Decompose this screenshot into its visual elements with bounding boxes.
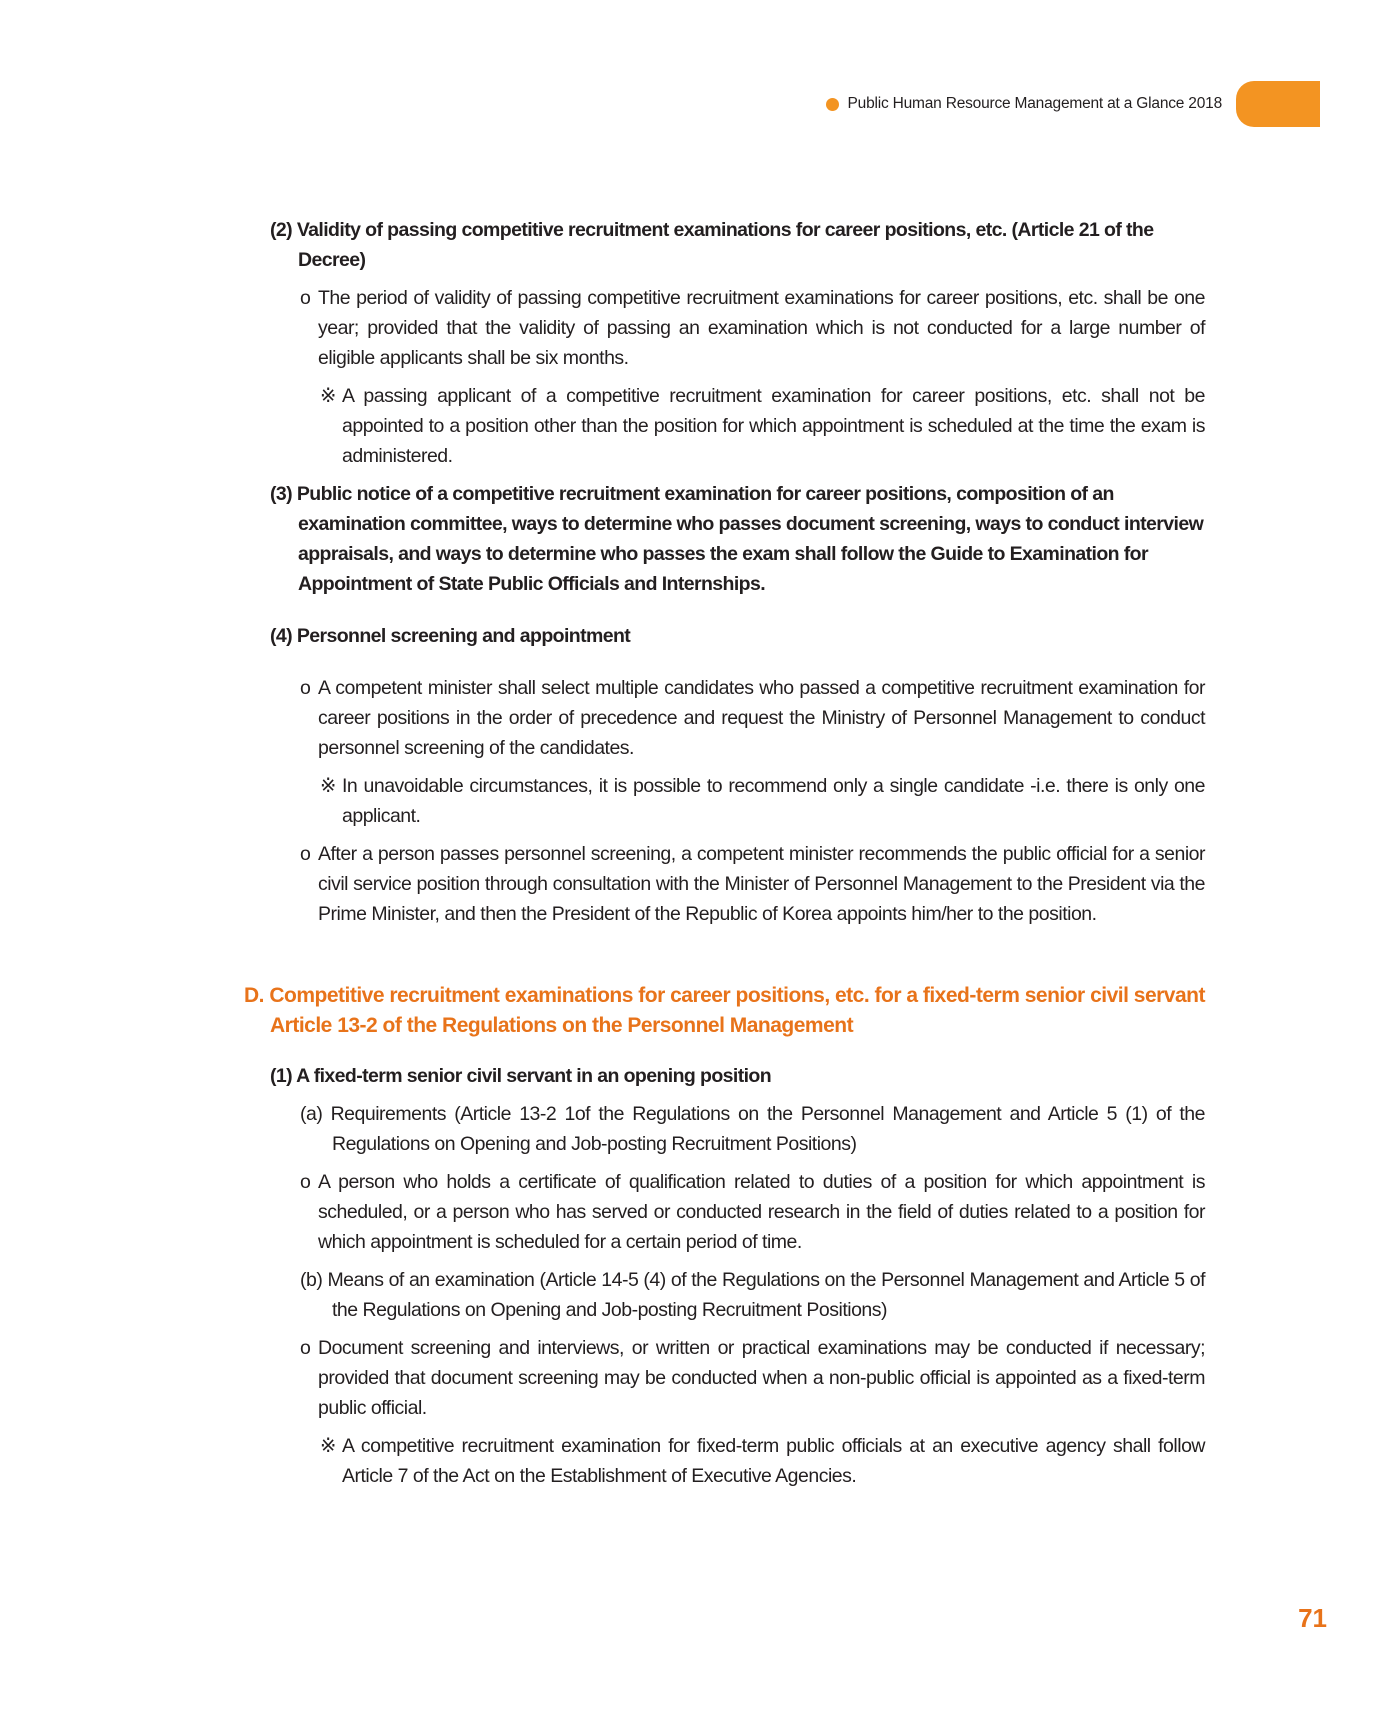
sub-item-b: (b) Means of an examination (Article 14-5 (4) of the Regulations on the Personnel Management and Article 5 of the Regulations on Opening and Job-posting Recruitment Positions) xyxy=(300,1269,1205,1321)
bullet-text: A competent minister shall select multiple candidates who passed a competitive recruitment examination for career positions in the order of precedence and request the Ministry of Personnel Management to conduct personnel screening of the candidates. xyxy=(318,677,1205,759)
note-paragraph xyxy=(270,381,1205,471)
circle-bullet-icon: o xyxy=(300,1171,311,1193)
subsection-heading-d1: (1) A fixed-term senior civil servant in an opening position xyxy=(270,1065,772,1087)
bullet-text: The period of validity of passing competitive recruitment examinations for career positions, etc. shall be one year; provided that the validity of passing an examination which is not conducted for a large number of eligible applicants shall be six months. xyxy=(318,287,1205,369)
bullet-paragraph xyxy=(270,673,1205,763)
bullet-paragraph xyxy=(270,1167,1205,1257)
header-title: Public Human Resource Management at a Glance 2018 xyxy=(847,95,1222,112)
note-text: A competitive recruitment examination for fixed-term public officials at an executive agency shall follow Article 7 of the Act on the Establishment of Executive Agencies. xyxy=(342,1435,1205,1487)
subsection-heading-4: (4) Personnel screening and appointment xyxy=(270,625,631,647)
circle-bullet-icon: o xyxy=(300,677,311,699)
circle-bullet-icon: o xyxy=(300,1337,311,1359)
orange-dot-icon xyxy=(826,98,839,111)
bullet-text: Document screening and interviews, or written or practical examinations may be conducted if necessary; provided that document screening may be conducted when a non-public official is appointed as a fixed-term public official. xyxy=(318,1337,1205,1419)
reference-mark-icon: ※ xyxy=(320,1435,336,1457)
subsection-heading-2: (2) Validity of passing competitive recruitment examinations for career positions, etc. (Article 21 of the Decree) xyxy=(270,219,1154,271)
page-number: 71 xyxy=(1298,1603,1327,1633)
reference-mark-icon: ※ xyxy=(320,385,336,407)
bullet-text: A person who holds a certificate of qualification related to duties of a position for which appointment is scheduled, or a person who has served or conducted research in the field of duties related to a position for which appointment is scheduled for a certain period of time. xyxy=(318,1171,1205,1253)
running-header xyxy=(847,88,1320,120)
note-text: In unavoidable circumstances, it is possible to recommend only a single candidate -i.e. there is only one applicant. xyxy=(342,775,1205,827)
subsection-heading-3: (3) Public notice of a competitive recruitment examination for career positions, composition of an examination committee, ways to determine who passes document screening, ways to conduct interview appraisals, and ways to determine who passes the exam shall follow the Guide to Examination for Appointment of State Public Officials and Internships. xyxy=(270,483,1204,595)
circle-bullet-icon: o xyxy=(300,287,311,309)
note-text: A passing applicant of a competitive recruitment examination for career positions, etc. shall not be appointed to a position other than the position for which appointment is scheduled at the time the exam is administered. xyxy=(342,385,1205,467)
bullet-paragraph xyxy=(270,283,1205,373)
bullet-paragraph xyxy=(270,1333,1205,1423)
circle-bullet-icon: o xyxy=(300,843,311,865)
reference-mark-icon: ※ xyxy=(320,775,336,797)
sub-item-a: (a) Requirements (Article 13-2 1of the Regulations on the Personnel Management and Article 5 (1) of the Regulations on Opening and Job-posting Recruitment Positions) xyxy=(300,1103,1205,1155)
note-paragraph xyxy=(270,1431,1205,1491)
page-body xyxy=(244,215,1205,1499)
section-heading-d: D. Competitive recruitment examinations for career positions, etc. for a fixed-term senior civil servant Article 13-2 of the Regulations on the Personnel Management xyxy=(244,984,1205,1037)
bullet-paragraph xyxy=(270,839,1205,929)
note-paragraph xyxy=(270,771,1205,831)
header-tab-decoration xyxy=(1236,81,1320,127)
bullet-text: After a person passes personnel screening, a competent minister recommends the public official for a senior civil service position through consultation with the Minister of Personnel Management to the President via the Prime Minister, and then the President of the Republic of Korea appoints him/her to the position. xyxy=(318,843,1205,925)
